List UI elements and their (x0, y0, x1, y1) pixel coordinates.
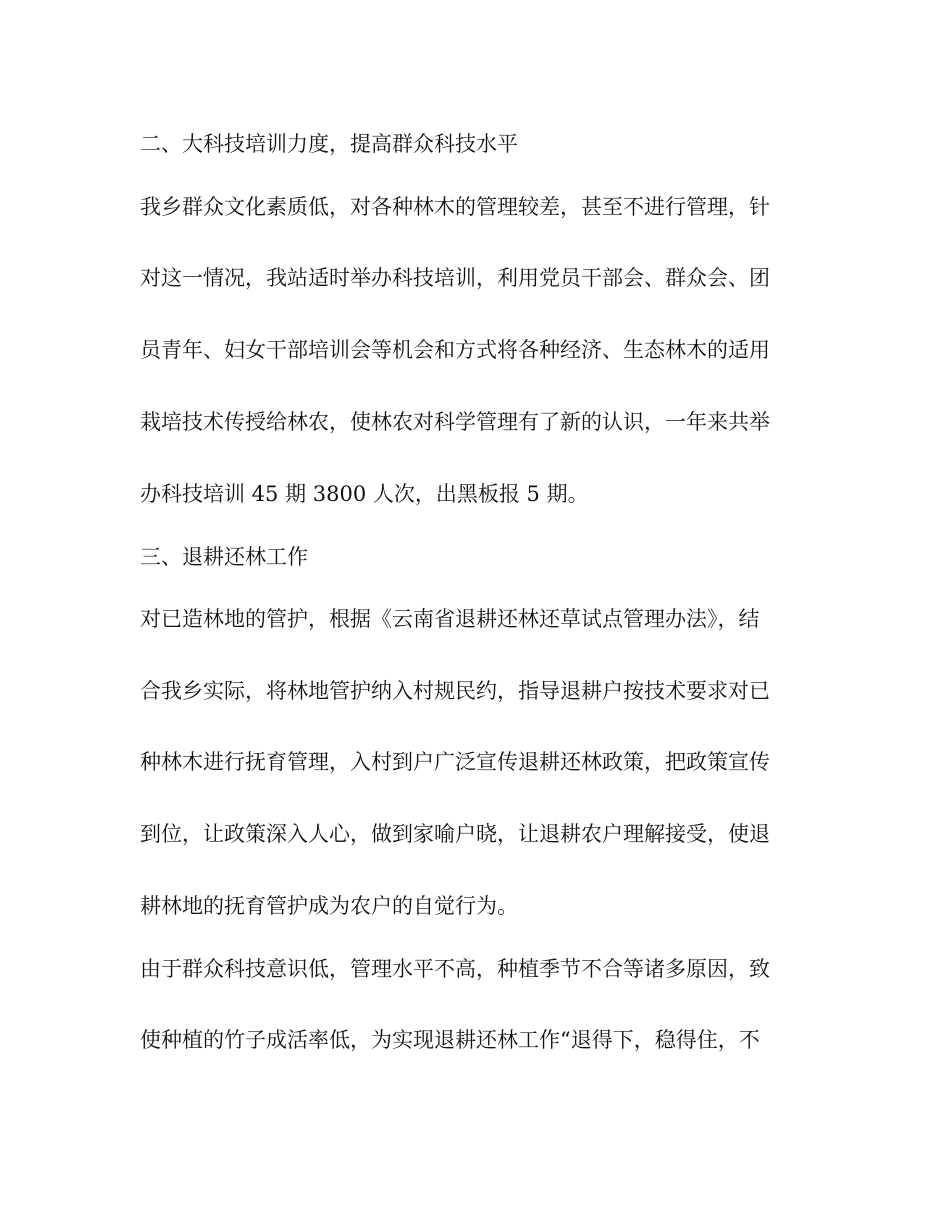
section-3-para-2-line: 由于群众科技意识低，管理水平不高，种植季节不合等诸多原因，致 (140, 957, 770, 981)
section-2-heading: 二、大科技培训力度，提高群众科技水平 (140, 132, 518, 156)
section-3-para-1-line: 合我乡实际，将林地管护纳入村规民约，指导退耕户按技术要求对已 (140, 679, 770, 703)
section-3-para-1-line: 种林木进行抚育管理，入村到户广泛宣传退耕还林政策，把政策宣传 (140, 750, 770, 774)
section-2-line: 办科技培训 45 期 3800 人次，出黑板报 5 期。 (140, 482, 589, 506)
section-3-para-1-line: 到位，让政策深入人心，做到家喻户晓，让退耕农户理解接受，使退 (140, 822, 770, 846)
section-3-heading: 三、退耕还林工作 (140, 545, 308, 569)
section-2-line: 我乡群众文化素质低，对各种林木的管理较差，甚至不进行管理，针 (140, 195, 770, 219)
section-2-line: 对这一情况，我站适时举办科技培训，利用党员干部会、群众会、团 (140, 266, 770, 290)
section-3-para-2-line: 使种植的竹子成活率低，为实现退耕还林工作“退得下，稳得住，不 (140, 1028, 760, 1052)
section-3-para-1-line: 对已造林地的管护，根据《云南省退耕还林还草试点管理办法》，结 (140, 607, 760, 631)
section-3-para-1-line: 耕林地的抚育管护成为农户的自觉行为。 (140, 894, 518, 918)
section-2-line: 员青年、妇女干部培训会等机会和方式将各种经济、生态林木的适用 (140, 338, 770, 362)
section-2-line: 栽培技术传授给林农，使林农对科学管理有了新的认识，一年来共举 (140, 410, 770, 434)
